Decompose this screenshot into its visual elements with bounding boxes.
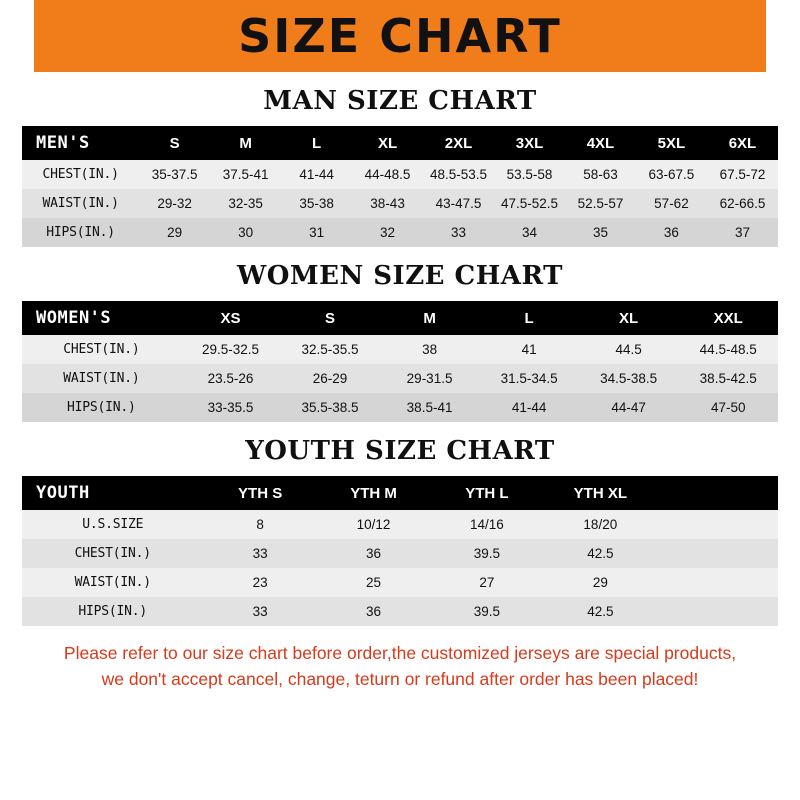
column-header: S	[325, 309, 336, 327]
cell: 63-67.5	[648, 167, 695, 182]
cell: 44.5-48.5	[699, 342, 757, 357]
cell: 33	[252, 604, 268, 619]
youth-size-table	[22, 476, 778, 626]
footer-note	[22, 640, 778, 693]
cell: 35-37.5	[151, 167, 198, 182]
cell-empty	[657, 568, 778, 597]
cell: 29	[592, 575, 608, 590]
cell: 38	[422, 342, 438, 357]
column-header: XL	[619, 309, 639, 327]
column-header: XL	[377, 134, 398, 152]
cell: 47-50	[710, 400, 746, 415]
cell: 32-35	[228, 196, 263, 211]
banner	[0, 0, 800, 72]
men-size-table	[22, 126, 778, 247]
column-header: 5XL	[657, 134, 686, 152]
cell: 42.5	[587, 604, 614, 619]
cell: 35.5-38.5	[301, 400, 359, 415]
cell: 32	[380, 225, 396, 240]
cell: 33	[451, 225, 467, 240]
cell: 26-29	[312, 371, 348, 386]
cell: 57-62	[654, 196, 689, 211]
cell: 23	[252, 575, 268, 590]
column-header-empty	[657, 476, 778, 510]
page-title: SIZE CHART	[238, 9, 562, 63]
cell: 30	[238, 225, 254, 240]
column-header: M	[423, 309, 436, 327]
cell: 27	[479, 575, 495, 590]
row-label: CHEST(IN.)	[63, 342, 140, 357]
cell: 53.5-58	[506, 167, 553, 182]
cell-empty	[657, 539, 778, 568]
column-header: WOMEN'S	[36, 308, 112, 328]
cell: 58-63	[583, 167, 618, 182]
banner-left-spacer	[0, 0, 34, 72]
column-header: YTH XL	[573, 484, 627, 502]
row-label: WAIST(IN.)	[74, 575, 151, 590]
cell: 42.5	[587, 546, 614, 561]
cell: 44-48.5	[364, 167, 411, 182]
table-row	[22, 539, 778, 568]
cell: 41-44	[511, 400, 547, 415]
table-row	[22, 218, 778, 247]
column-header: 2XL	[444, 134, 473, 152]
cell: 35-38	[299, 196, 334, 211]
cell: 67.5-72	[719, 167, 766, 182]
cell: 38.5-42.5	[699, 371, 757, 386]
cell: 18/20	[583, 517, 618, 532]
cell: 44-47	[611, 400, 646, 415]
column-header: M	[239, 134, 252, 152]
cell: 31	[309, 225, 325, 240]
table-row	[22, 335, 778, 364]
row-label: U.S.SIZE	[82, 517, 144, 532]
column-header: YTH S	[238, 484, 283, 502]
cell: 37	[734, 225, 750, 240]
row-label: WAIST(IN.)	[42, 196, 119, 211]
cell: 34	[521, 225, 538, 240]
footer-line-1: Please refer to our size chart before order,the customized jerseys are special products,	[63, 643, 737, 663]
cell: 38-43	[370, 196, 405, 211]
column-header: YOUTH	[36, 483, 90, 503]
column-header: YTH L	[465, 484, 509, 502]
table-row	[22, 568, 778, 597]
cell: 36	[366, 604, 382, 619]
cell: 37.5-41	[222, 167, 269, 182]
cell: 14/16	[470, 517, 504, 532]
content	[0, 86, 800, 693]
row-label: HIPS(IN.)	[67, 400, 136, 415]
cell: 34.5-38.5	[600, 371, 658, 386]
column-header: S	[169, 134, 180, 152]
cell-empty	[657, 597, 778, 626]
column-header: 4XL	[586, 134, 615, 152]
cell: 23.5-26	[207, 371, 254, 386]
column-header: 6XL	[728, 134, 757, 152]
cell: 62-66.5	[719, 196, 766, 211]
cell: 29.5-32.5	[201, 342, 260, 357]
column-header: YTH M	[350, 484, 397, 502]
cell: 52.5-57	[577, 196, 624, 211]
table-header-row	[22, 476, 778, 510]
cell: 29	[167, 225, 183, 240]
cell: 43-47.5	[435, 196, 482, 211]
row-label: CHEST(IN.)	[74, 546, 151, 561]
column-header: L	[312, 134, 322, 152]
table-row	[22, 510, 778, 539]
cell: 44.5	[615, 342, 642, 357]
cell: 31.5-34.5	[500, 371, 558, 386]
cell: 36	[366, 546, 382, 561]
column-header: MEN'S	[36, 133, 90, 153]
banner-right-spacer	[766, 0, 800, 72]
cell: 36	[663, 225, 679, 240]
cell: 35	[592, 225, 608, 240]
cell: 39.5	[473, 546, 501, 561]
cell: 41-44	[299, 167, 334, 182]
women-size-table	[22, 301, 778, 422]
table-row	[22, 189, 778, 218]
section-title-youth: YOUTH SIZE CHART	[245, 436, 555, 466]
row-label: HIPS(IN.)	[78, 604, 148, 619]
cell: 39.5	[473, 604, 501, 619]
column-header: 3XL	[515, 134, 544, 152]
row-label: HIPS(IN.)	[46, 225, 115, 240]
table-header-row	[22, 126, 778, 160]
footer-line-2: we don't accept cancel, change, teturn or refund after order has been placed!	[101, 669, 699, 690]
table-row	[22, 364, 778, 393]
table-header-row	[22, 301, 778, 335]
cell: 33-35.5	[207, 400, 254, 415]
cell: 38.5-41	[406, 400, 453, 415]
cell: 29-32	[157, 196, 192, 211]
cell: 10/12	[356, 517, 391, 532]
cell: 25	[366, 575, 382, 590]
column-header: XS	[220, 309, 241, 327]
cell: 32.5-35.5	[301, 342, 359, 357]
row-label: WAIST(IN.)	[63, 371, 140, 386]
table-row	[22, 597, 778, 626]
column-header: XXL	[713, 309, 743, 327]
row-label: CHEST(IN.)	[42, 167, 119, 182]
table-row	[22, 393, 778, 422]
table-row	[22, 160, 778, 189]
section-title-women: WOMEN SIZE CHART	[237, 261, 563, 291]
section-title-men: MAN SIZE CHART	[263, 86, 537, 116]
cell: 48.5-53.5	[430, 167, 488, 182]
cell: 8	[256, 517, 264, 532]
cell: 41	[521, 342, 537, 357]
cell-empty	[657, 510, 778, 539]
cell: 47.5-52.5	[500, 196, 559, 211]
cell: 33	[252, 546, 268, 561]
cell: 29-31.5	[406, 371, 453, 386]
column-header: L	[524, 309, 534, 327]
